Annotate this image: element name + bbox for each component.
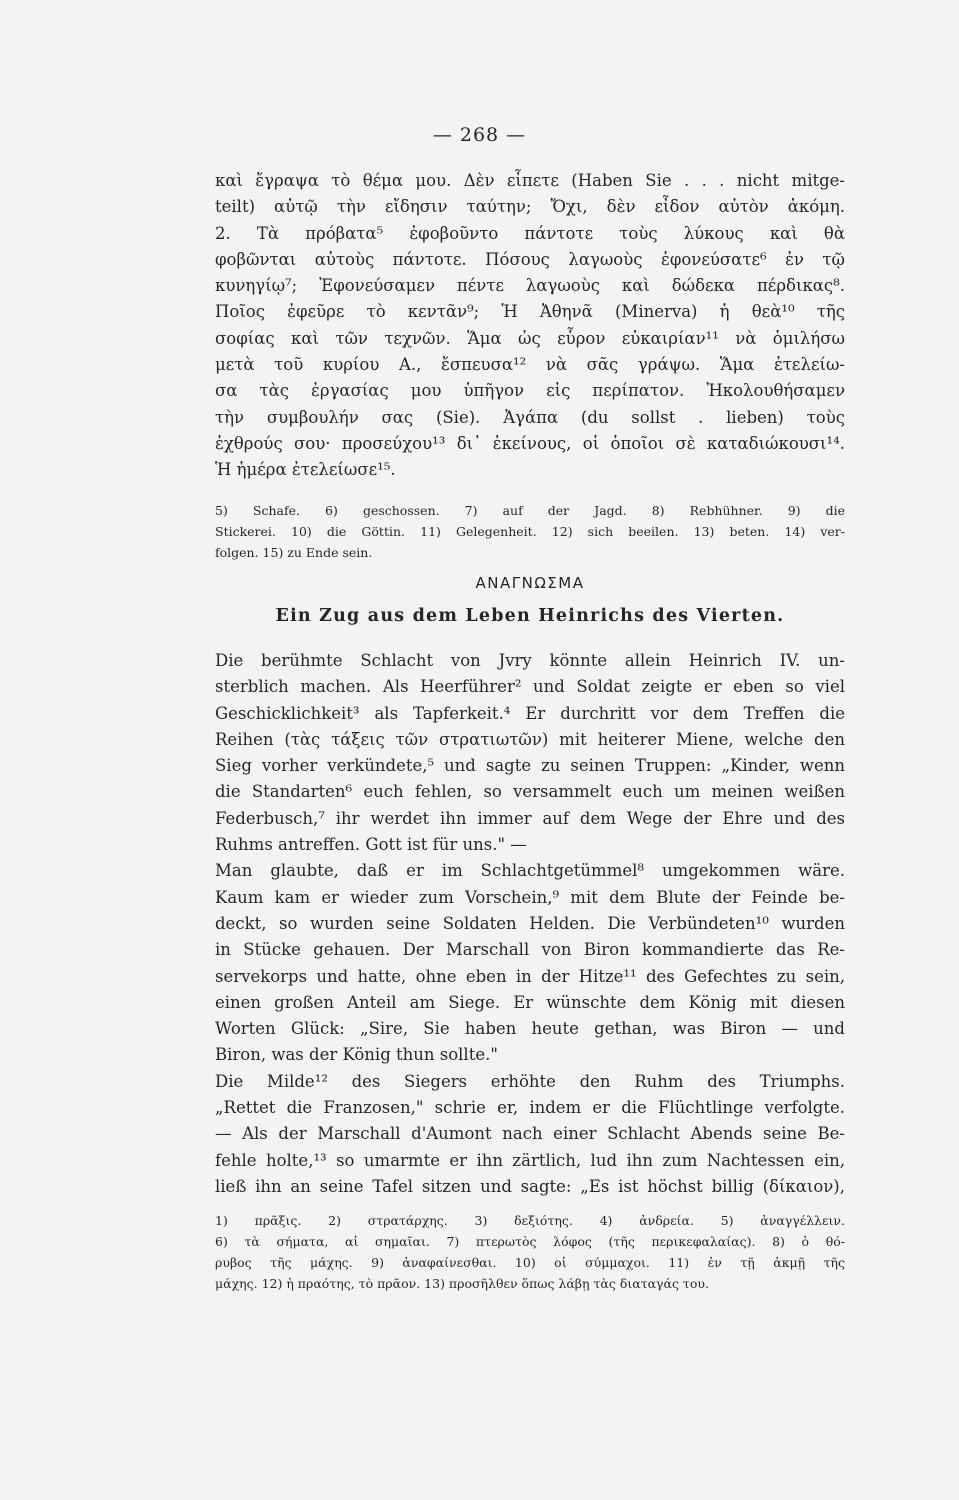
passage-line: servekorps und hatte, ohne eben in der Hitze¹¹ des Gefechtes zu sein,: [215, 966, 845, 986]
passage-line: die Standarten⁶ euch fehlen, so versammelt euch um meinen weißen: [215, 782, 845, 802]
footnote-line: μάχης. 12) ἡ πραότης, τὸ πρᾶον. 13) προσῆλθεν ὅπως λάβῃ τὰς διαταγάς του.: [215, 1276, 709, 1291]
passage-line: Geschicklichkeit³ als Tapferkeit.⁴ Er durchritt vor dem Treffen die: [215, 703, 845, 723]
greek-footnotes: [215, 1210, 845, 1294]
section-title: ΑΝΑΓΝΩΣΜΑ: [475, 574, 585, 592]
passage-line: Die berühmte Schlacht von Jvry könnte allein Heinrich IV. un-: [215, 651, 845, 670]
exercise-line: φοβῶνται αὐτοὺς πάντοτε. Πόσους λαγωοὺς ἐφονεύσατε⁶ ἐν τῷ: [215, 249, 845, 269]
passage-line: fehle holte,¹³ so umarmte er ihn zärtlich, lud ihn zum Nachtessen ein,: [215, 1150, 845, 1170]
exercise-line: teilt) αὐτῷ τὴν εἴδησιν ταύτην; Ὄχι, δὲν εἶδον αὐτὸν ἀκόμη.: [215, 197, 845, 217]
passage-line: Die Milde¹² des Siegers erhöhte den Ruhm des Triumphs.: [215, 1071, 845, 1091]
passage-line: Reihen (τὰς τάξεις τῶν στρατιωτῶν) mit heiterer Miene, welche den: [215, 729, 845, 749]
exercise-line: κυνηγίῳ⁷; Ἐφονεύσαμεν πέντε λαγωοὺς καὶ δώδεκα πέρδικας⁸.: [215, 276, 845, 296]
section-heading-block: [215, 568, 845, 634]
passage-line: Sieg vorher verkündete,⁵ und sagte zu seinen Truppen: „Kinder, wenn: [215, 756, 845, 776]
footnote-line: Stickerei. 10) die Göttin. 11) Gelegenheit. 12) sich beeilen. 13) beten. 14) ver-: [215, 524, 845, 539]
greek-exercise-block: [215, 168, 845, 484]
passage-line: ließ ihn an seine Tafel sitzen und sagte: „Es ist höchst billig (δίκαιον),: [215, 1176, 845, 1196]
passage-line: „Rettet die Franzosen," schrie er, indem er die Flüchtlinge verfolgte.: [215, 1098, 845, 1118]
exercise-line: Ποῖος ἐφεῦρε τὸ κεντᾶν⁹; Ἡ Ἀθηνᾶ (Minerva) ἡ θεὰ¹⁰ τῆς: [215, 302, 845, 322]
exercise-line: καὶ ἔγραψα τὸ θέμα μου. Δὲν εἶπετε (Haben Sie . . . nicht mitge-: [215, 171, 845, 190]
german-footnotes: [215, 500, 845, 563]
exercise-line: Ἡ ἡμέρα ἐτελείωσε¹⁵.: [215, 460, 396, 480]
reading-passage: [215, 648, 845, 1200]
passage-line: — Als der Marschall d'Aumont nach einer Schlacht Abends seine Be-: [215, 1124, 845, 1144]
passage-line: Worten Glück: „Sire, Sie haben heute gethan, was Biron — und: [215, 1019, 845, 1039]
passage-line: sterblich machen. Als Heerführer² und Soldat zeigte er eben so viel: [215, 677, 845, 697]
passage-line: deckt, so wurden seine Soldaten Helden. Die Verbündeten¹⁰ wurden: [215, 913, 845, 933]
passage-line: Federbusch,⁷ ihr werdet ihn immer auf dem Wege der Ehre und des: [215, 808, 845, 828]
section-subtitle: Ein Zug aus dem Leben Heinrichs des Vierten.: [275, 606, 785, 626]
passage-line: Biron, was der König thun sollte.": [215, 1045, 498, 1065]
exercise-line: σοφίας καὶ τῶν τεχνῶν. Ἅμα ὡς εὗρον εὐκαιρίαν¹¹ νὰ ὁμιλήσω: [215, 328, 845, 348]
footnote-line: 5) Schafe. 6) geschossen. 7) auf der Jagd. 8) Rebhühner. 9) die: [215, 503, 845, 518]
footnote-line: ρυβος τῆς μάχης. 9) ἀναφαίνεσθαι. 10) οἱ σύμμαχοι. 11) ἐν τῇ ἀκμῇ τῆς: [215, 1255, 845, 1270]
passage-line: Kaum kam er wieder zum Vorschein,⁹ mit dem Blute der Feinde be-: [215, 887, 845, 907]
exercise-line: σα τὰς ἐργασίας μου ὑπῆγον εἰς περίπατον. Ἠκολουθήσαμεν: [215, 381, 845, 401]
passage-line: in Stücke gehauen. Der Marschall von Biron kommandierte das Re-: [215, 940, 845, 960]
page-number: — 268 —: [432, 124, 527, 146]
footnote-line: 6) τὰ σήματα, αἱ σημαῖαι. 7) πτερωτὸς λόφος (τῆς περικεφαλαίας). 8) ὁ θό-: [215, 1234, 845, 1249]
passage-line: Man glaubte, daß er im Schlachtgetümmel⁸ umgekommen wäre.: [215, 861, 845, 881]
exercise-line: τὴν συμβουλήν σας (Sie). Ἀγάπα (du sollst . lieben) τοὺς: [215, 407, 845, 427]
exercise-line: ἐχθρούς σου· προσεύχου¹³ δι᾽ ἐκείνους, οἱ ὁποῖοι σὲ καταδιώκουσι¹⁴.: [215, 433, 845, 453]
footnote-line: folgen. 15) zu Ende sein.: [215, 545, 373, 560]
exercise-line: μετὰ τοῦ κυρίου Α., ἔσπευσα¹² νὰ σᾶς γράψω. Ἅμα ἐτελείω-: [215, 355, 845, 375]
passage-line: Ruhms antreffen. Gott ist für uns." —: [215, 835, 527, 855]
exercise-line: 2. Τὰ πρόβατα⁵ ἐφοβοῦντο πάντοτε τοὺς λύκους καὶ θὰ: [215, 223, 845, 243]
footnote-line: 1) πρᾶξις. 2) στρατάρχης. 3) δεξιότης. 4) ἀνδρεία. 5) ἀναγγέλλειν.: [215, 1213, 845, 1228]
passage-line: einen großen Anteil am Siege. Er wünschte dem König mit diesen: [215, 992, 845, 1012]
